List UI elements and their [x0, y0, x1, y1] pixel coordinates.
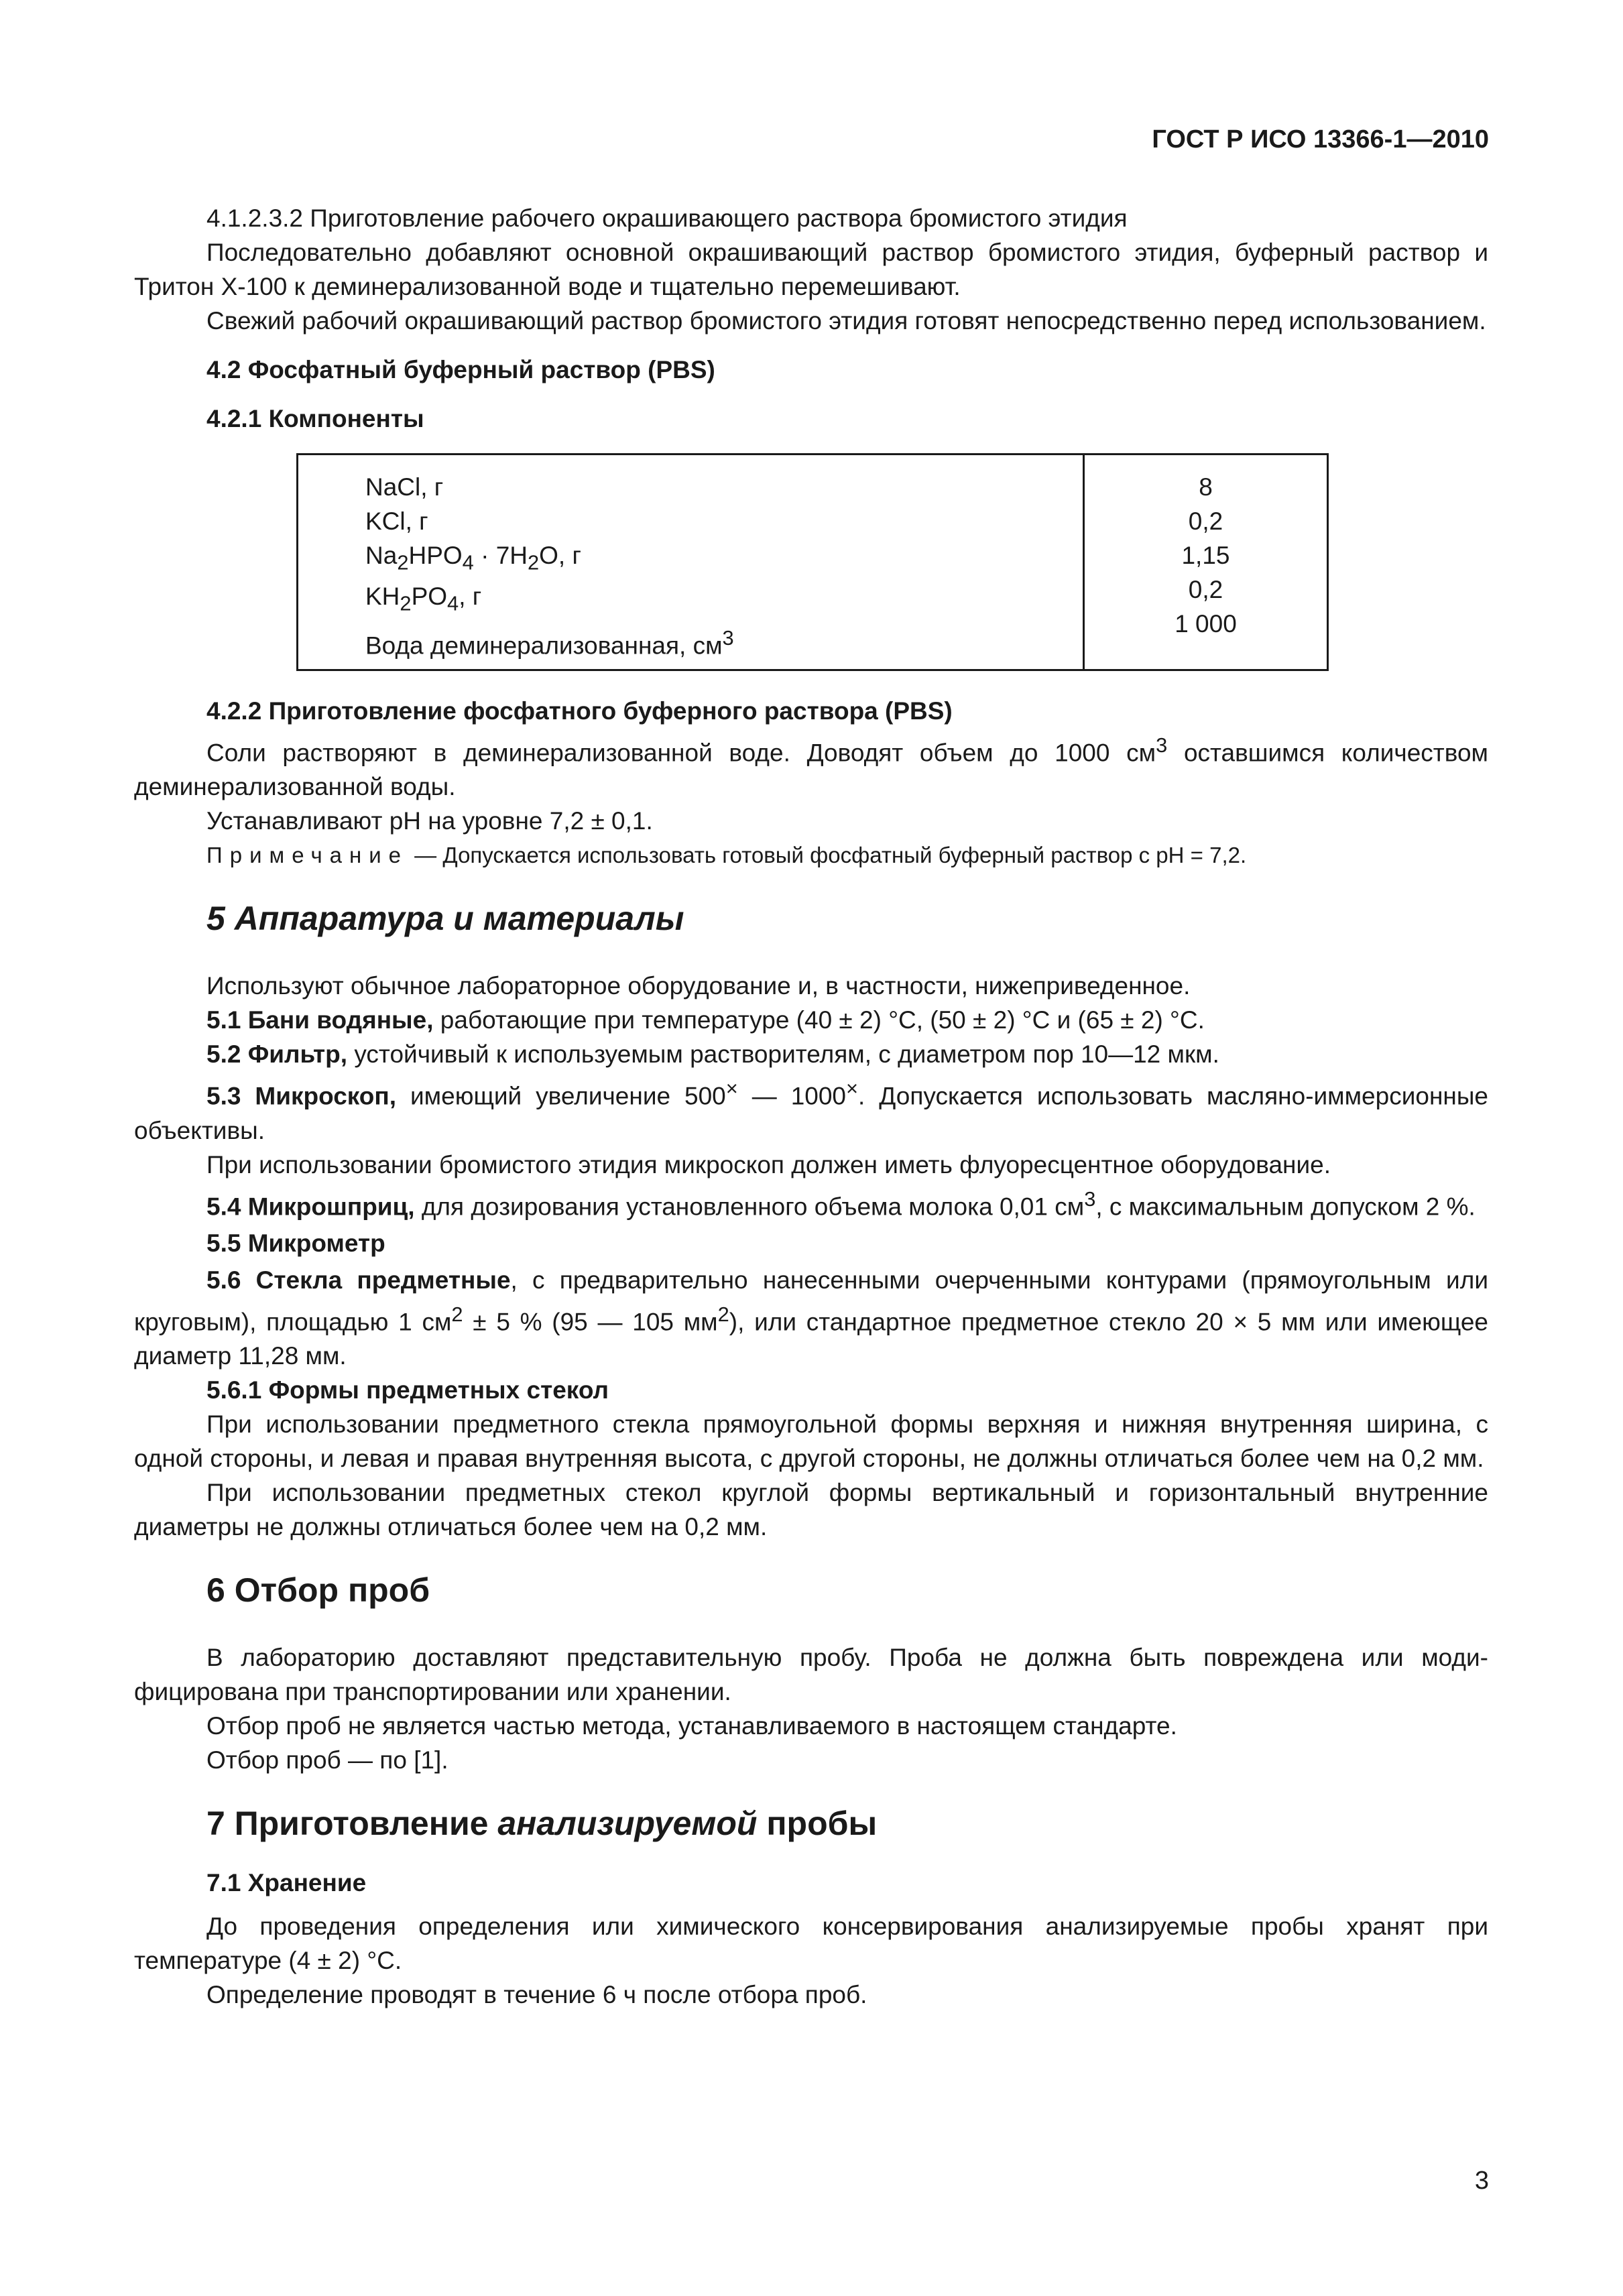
component-value: 8 [1199, 473, 1213, 501]
page-number: 3 [1474, 2167, 1489, 2195]
component-value: 0,2 [1188, 507, 1223, 535]
component-value: 0,2 [1188, 576, 1223, 603]
clause-422-p2: Устанавливают pH на уровне 7,2 ± 0,1. [206, 807, 653, 835]
item-561-p2: При использовании предметных стекол круглой формы вертикальный и горизонтальный внутренние диаметры не должны отличаться более чем на 0,2 мм. [134, 1479, 1488, 1541]
component-value: 1,15 [1181, 542, 1230, 569]
components-table [296, 453, 1329, 671]
item-561-title: 5.6.1 Формы предметных стекол [206, 1376, 609, 1404]
item-71-title: 7.1 Хранение [206, 1869, 367, 1897]
item-55: 5.5 Микрометр [206, 1229, 385, 1258]
section-6-title: 6 Отбор проб [206, 1571, 430, 1610]
components-values-col [1084, 455, 1328, 670]
clause-42-title: 4.2 Фосфатный буферный раствор (PBS) [206, 356, 715, 383]
item-53: 5.3 Микроскоп, имеющий увеличение 500× — 1000×. Допускается использовать масляно-иммерсионные объективы. [134, 1077, 1489, 1144]
clause-41232-p2: Свежий рабочий окрашивающий раствор бромистого этидия готовят непосредственно перед использованием. [206, 307, 1486, 335]
section-6-p3: Отбор проб — по [1]. [206, 1746, 448, 1774]
component-name: KCl, г [365, 507, 428, 535]
item-54: 5.4 Микрошприц, для дозирования установленного объема молока 0,01 $см^3$, с максимальным допуском 2 %. [206, 1187, 1476, 1221]
clause-41232-p1: Последовательно добавляют основной окрашивающий раствор бромистого этидия, буферный раствор и Тритон Х-100 к деминерализованной воде и тщательно перемешивают. [134, 239, 1488, 300]
component-name: NaCl, г [365, 473, 444, 501]
note: Примечание — Допускается использовать готовый фосфатный буферный раствор с pH = 7,2. [206, 843, 1247, 868]
clause-41232-title: 4.1.2.3.2 Приготовление рабочего окрашивающего раствора бромистого этидия [206, 204, 1128, 232]
item-561-p1: При использовании предметного стекла прямоугольной формы верхняя и нижняя внутренняя ширина, с одной стороны, и левая и правая внутренняя высота, с другой стороны, не должны отличаться более чем на 0,2 мм. [134, 1410, 1488, 1473]
section-5-title: 5 Аппаратура и материалы [206, 900, 684, 938]
clause-421-title: 4.2.1 Компоненты [206, 405, 424, 432]
section-7-p2: Определение проводят в течение 6 ч после отбора проб. [206, 1981, 867, 2009]
section-6-p1: В лабораторию доставляют представительную пробу. Проба не должна быть повреждена или модифицирована при транспортировании или хранении. [134, 1644, 1488, 1706]
component-name: $KH_2PO_4$, г [365, 583, 482, 615]
section-7-p1: До проведения определения или химического консервирования анализируемые пробы хранят при температуре (4 ± 2) °С. [134, 1913, 1488, 1975]
item-51: 5.1 Бани водяные, работающие при температуре (40 ± 2) °С, (50 ± 2) °С и (65 ± 2) °С. [206, 1006, 1205, 1034]
component-name: $Na_2HPO_4 \cdot 7H_2O$, г [365, 542, 581, 575]
doc-header: ГОСТ Р ИСО 13366-1—2010 [1152, 125, 1489, 154]
note-label: Примечание [206, 843, 409, 868]
component-value: 1 000 [1175, 610, 1237, 638]
item-52: 5.2 Фильтр, устойчивый к используемым растворителям, с диаметром пор 10—12 мкм. [206, 1040, 1219, 1069]
page-content [134, 201, 1488, 2012]
item-53-p2: При использовании бромистого этидия микроскоп должен иметь флуоресцентное оборудование. [206, 1150, 1331, 1179]
section-7-title: 7 Приготовление анализируемой пробы [206, 1805, 878, 1843]
section-5-intro: Используют обычное лабораторное оборудование и, в частности, нижеприведенное. [206, 972, 1191, 1000]
clause-422-title: 4.2.2 Приготовление фосфатного буферного раствора (PBS) [206, 697, 953, 725]
section-6-p2: Отбор проб не является частью метода, устанавливаемого в настоящем стандарте. [206, 1712, 1177, 1740]
components-names-col [298, 455, 1084, 670]
component-name: Вода деминерализованная, $см^3$ [365, 625, 734, 660]
clause-422-p1: Соли растворяют в деминерализованной воде. Доводят объем до 1000 $см^3$ оставшимся количеством деминерализованной воды. [134, 733, 1488, 801]
item-56: 5.6 Стекла предметные, с предварительно нанесенными очерченными контурами (прямоугольным или круговым), площадью 1 $см^2 \pm 5$ % (95 — 105 $мм^2$), или стандартное предметное стекло 20 × 5 мм или имеющее диаметр 11,28 мм. [134, 1266, 1489, 1370]
